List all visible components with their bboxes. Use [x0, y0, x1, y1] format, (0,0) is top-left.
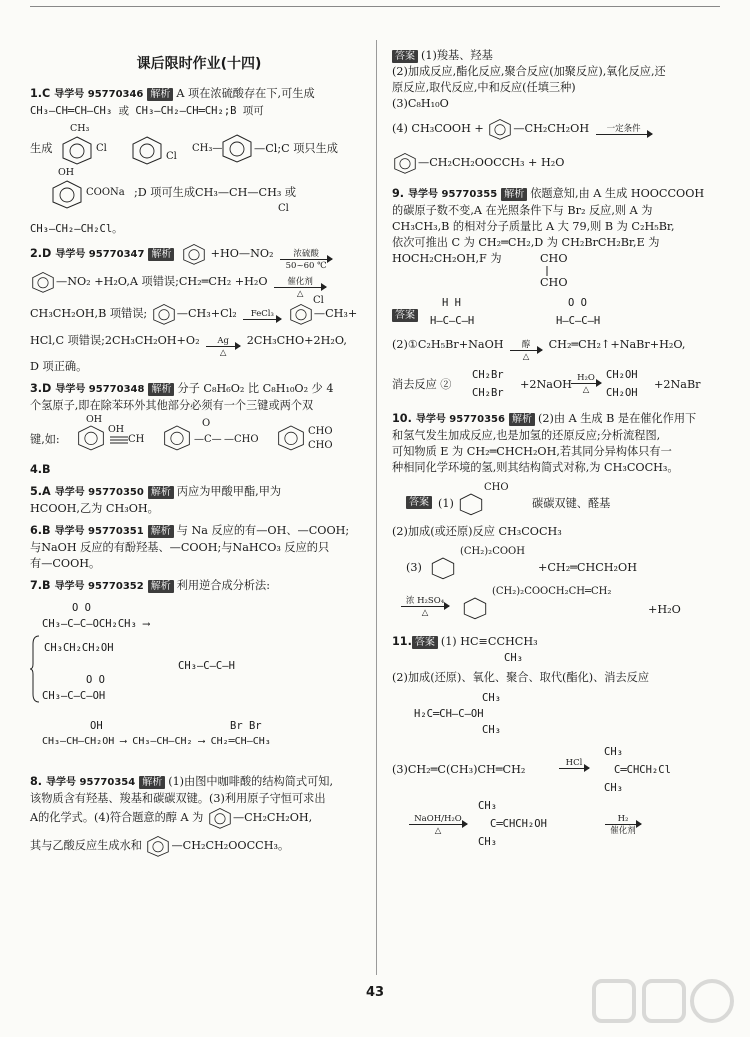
condition-label: 浓硫酸	[293, 248, 319, 259]
text-label: (3)	[406, 561, 422, 574]
benzene-ring-icon	[30, 271, 56, 293]
text-label: (1)	[438, 497, 454, 510]
substituent-label: OH	[86, 414, 103, 425]
guide-code: 导学号 95770356	[415, 414, 505, 425]
text-label: —CH₂CH₂OOCCH₃ + H₂O	[418, 156, 565, 169]
text-label: 2CH₃CHO+2H₂O,	[246, 334, 347, 347]
structures-row	[30, 123, 368, 165]
question-number: 1.C	[30, 87, 51, 100]
substituent-label: —CHO	[224, 434, 259, 445]
structures-row	[30, 414, 368, 456]
benzene-ring-icon	[220, 133, 254, 163]
text-label: —CH₂CH₂OH	[513, 122, 590, 135]
substituent-label: CH₃	[482, 724, 501, 736]
text-label: 依题意知,由 A 生成 HOOCCOOH	[530, 187, 705, 200]
text-line: (3)C₈H₁₀O	[392, 97, 449, 110]
condition-label: H₂	[617, 814, 629, 824]
condition-label: △	[522, 351, 530, 362]
benzene-ring-icon	[288, 303, 314, 325]
substituent-label: CH₃	[70, 123, 90, 134]
structure-fragment: OH	[90, 720, 103, 732]
structure-fragment: H H	[442, 297, 461, 309]
benzene-ring-icon	[181, 243, 207, 265]
substituent-label: OH	[108, 424, 125, 435]
brace-icon	[30, 634, 40, 704]
substituent-label: CHO	[484, 482, 509, 493]
text-line: 种相同化学环境的氢,则其结构简式对称,为 CH₃COCH₃。	[392, 461, 679, 474]
reaction-arrow	[243, 309, 281, 320]
watermark-logo-icon	[590, 975, 740, 1035]
text-line: 有—COOH。	[30, 557, 101, 570]
answer-tag: 答案	[392, 309, 418, 322]
text-label: +HO—NO₂	[210, 247, 274, 260]
substituent-label: CH₃	[604, 746, 623, 758]
text-label: +2NaOH	[520, 378, 572, 391]
text-label: 分子 C₈H₆O₂ 比 C₈H₁₀O₂ 少 4	[177, 382, 334, 395]
text-label: O	[202, 418, 211, 429]
cyclohexane-ring-icon	[430, 556, 456, 580]
condition-label: 一定条件	[606, 123, 641, 134]
structure-fragment: CH₃—C—C—H	[178, 660, 235, 672]
analysis-tag: 解析	[148, 580, 174, 593]
text-label: —CH₃+Cl₂	[176, 307, 237, 320]
text-line: 与NaOH 反应的有酚羟基、—COOH;与NaHCO₃ 反应的只	[30, 541, 330, 554]
question-1	[30, 86, 368, 237]
triple-bond-icon	[110, 436, 128, 444]
text-line: CH₃CH₃,B 的相对分子质量比 A 大 79,则 B 为 C₂H₅Br,	[392, 220, 675, 233]
question-number: 2.D	[30, 247, 52, 260]
structure-fragment: CHO	[540, 276, 568, 289]
benzene-ring-icon	[392, 152, 418, 174]
question-10	[392, 411, 718, 628]
text-label: 消去反应 ②	[392, 378, 452, 391]
substituent-label: CHO	[308, 440, 333, 451]
reaction-arrow	[559, 758, 589, 769]
page-title: 课后限时作业(十四)	[136, 56, 262, 72]
question-9	[392, 186, 718, 405]
reaction-arrow	[605, 814, 641, 836]
text-label: 丙应为甲酸甲酯,甲为	[176, 485, 282, 498]
structure-fragment: CH₃—C—C—OCH₂CH₃ ⟶	[42, 618, 150, 630]
structure-fragment: CHO	[540, 252, 568, 265]
text-line: CH₃—CH═CH—CH₃ 或 CH₃—CH₂—CH═CH₂;B 项可	[30, 105, 264, 117]
question-6	[30, 523, 368, 572]
structure-fragment: H₂C═CH—C—OH	[414, 708, 484, 720]
substituent-label: CH₃	[604, 782, 623, 794]
text-label: +CH₂═CHCH₂OH	[538, 561, 637, 574]
question-3	[30, 381, 368, 456]
reaction-arrow	[409, 814, 467, 836]
condition-label: Ag	[217, 335, 229, 346]
text-label: (2)①C₂H₅Br+NaOH	[392, 338, 504, 351]
structure-fragment: CH₂OH	[606, 369, 638, 381]
substituent-label: CH₃	[482, 692, 501, 704]
substituent-label: Cl	[278, 203, 289, 214]
question-number: 10.	[392, 412, 412, 425]
right-column	[392, 48, 718, 854]
text-label: (4) CH₃COOH +	[392, 122, 484, 135]
text-label: 其与乙酸反应生成水和	[30, 839, 142, 852]
analysis-tag: 解析	[147, 88, 173, 101]
text-line: 个氢原子,即在除苯环外其他部分必须有一个三键或两个双	[30, 399, 314, 412]
benzene-ring-icon	[151, 303, 177, 325]
analysis-tag: 解析	[148, 248, 174, 261]
analysis-tag: 解析	[509, 413, 535, 426]
left-column	[30, 48, 368, 869]
text-line: 可知物质 E 为 CH₂═CHCH₂OH,若其同分异构体只有一	[392, 445, 672, 458]
text-label: —CH₂CH₂OOCCH₃。	[171, 839, 290, 852]
answer-8	[392, 48, 718, 180]
page-number: 43	[365, 985, 385, 1000]
question-number: 5.A	[30, 485, 51, 498]
structure-fragment: O O	[86, 674, 105, 686]
text-line: D 项正确。	[30, 360, 88, 373]
text-label: CH₃CH₂OH,B 项错误;	[30, 307, 148, 320]
analysis-tag: 解析	[148, 525, 174, 538]
guide-code: 导学号 95770346	[54, 89, 144, 100]
reaction-arrow	[510, 339, 542, 362]
text-label: 键,如:	[30, 433, 60, 446]
question-4	[30, 462, 368, 478]
condition-label: H₂O	[577, 373, 595, 383]
guide-code: 导学号 95770351	[54, 526, 144, 537]
analysis-tag: 解析	[148, 486, 174, 499]
guide-code: 导学号 95770354	[46, 777, 136, 788]
condition-label: 浓 H₂SO₄	[405, 596, 445, 606]
benzene-ring-icon	[50, 179, 84, 209]
text-line: 依次可推出 C 为 CH₂═CH₂,D 为 CH₂BrCH₂Br,E 为	[392, 236, 660, 249]
substituent-label: CH₃	[478, 800, 497, 812]
substituent-label: (CH₂)₂COOCH₂CH═CH₂	[492, 586, 612, 597]
text-label: —C—	[194, 434, 222, 445]
text-line: HCOOH,乙为 CH₃OH。	[30, 502, 159, 515]
condition-label: 50~60 ℃	[285, 260, 327, 271]
text-line: (2)加成反应,酯化反应,聚合反应(加聚反应),氧化反应,还	[392, 65, 666, 78]
reaction-arrow	[401, 596, 449, 618]
substituent-label: (CH₂)₂COOH	[460, 546, 525, 557]
text-line: (2)加成(还原)、氧化、聚合、取代(酯化)、消去反应	[392, 671, 650, 684]
question-number: 4.B	[30, 463, 51, 476]
guide-code: 导学号 95770348	[55, 384, 145, 395]
condition-label: 催化剂	[287, 276, 313, 287]
text-line: 和氢气发生加成反应,也是加氢的还原反应;分析流程图,	[392, 429, 661, 442]
benzene-ring-icon	[207, 807, 233, 829]
reaction-arrow	[596, 124, 652, 135]
text-line: (2)加成(或还原)反应 CH₃COCH₃	[392, 525, 562, 538]
text-label: HOCH₂CH₂OH,F 为	[392, 252, 502, 265]
condition-label: 催化剂	[610, 826, 636, 836]
reaction-arrow	[206, 335, 240, 358]
cyclohexane-ring-icon	[458, 492, 484, 516]
structures-row	[30, 165, 368, 215]
substituent-label: CHO	[308, 426, 333, 437]
analysis-tag: 解析	[501, 188, 527, 201]
text-line: 的碳原子数不变,A 在光照条件下与 Br₂ 反应,则 A 为	[392, 204, 653, 217]
structure-fragment: CH₂Br	[472, 387, 504, 399]
condition-label: HCl	[565, 758, 583, 768]
text-label: A的化学式。(4)符合题意的醇 A 为	[30, 811, 204, 824]
structure-fragment: CH₂OH	[606, 387, 638, 399]
reaction-arrow	[274, 276, 326, 299]
structure-fragment: H—C—C—H	[556, 315, 601, 327]
benzene-ring-icon	[130, 135, 164, 165]
condition-label: △	[219, 347, 227, 358]
question-number: 7.B	[30, 579, 51, 592]
top-rule	[30, 6, 720, 7]
text-label: —CH₂CH₂OH,	[232, 811, 313, 824]
text-label: (3)CH₂═C(CH₃)CH═CH₂	[392, 763, 526, 776]
structure-fragment: C═CHCH₂OH	[490, 818, 547, 830]
question-number: 9.	[392, 187, 405, 200]
reaction-arrow	[280, 248, 332, 271]
cyclohexane-ring-icon	[462, 596, 488, 620]
condition-label: △	[434, 826, 442, 836]
guide-code: 导学号 95770350	[54, 487, 144, 498]
answer-tag: 答案	[392, 50, 418, 63]
text-line: 原反应,取代反应,中和反应(任填三种)	[392, 81, 576, 94]
guide-code: 导学号 95770352	[54, 581, 144, 592]
text-label: ;D 项可生成CH₃—CH—CH₃ 或	[134, 186, 297, 199]
structure-fragment: O O	[72, 602, 91, 614]
structure-fragment: CH₃CH₂CH₂OH	[44, 642, 114, 654]
benzene-ring-icon	[76, 424, 106, 451]
column-divider	[376, 40, 377, 975]
question-8	[30, 774, 368, 863]
reaction-arrow	[571, 373, 601, 395]
question-2	[30, 243, 368, 375]
text-label: +2NaBr	[654, 378, 701, 391]
text-label: (1)由图中咖啡酸的结构简式可知,	[168, 775, 334, 788]
guide-code: 导学号 95770355	[408, 189, 498, 200]
text-label: 与 Na 反应的有—OH、—COOH;	[176, 524, 350, 537]
structure-fragment: CH₃—CH—CH₂OH ⟶ CH₃—CH—CH₂ ⟶ CH₂═CH—CH₃	[42, 736, 271, 747]
condition-label: △	[421, 608, 429, 618]
text-label: —Cl;C 项只生成	[254, 142, 338, 155]
text-line: 该物质含有羟基、羧基和碳碳双键。(3)利用原子守恒可求出	[30, 792, 326, 805]
substituent-label: OH	[58, 167, 75, 178]
benzene-ring-icon	[145, 835, 171, 857]
guide-code: 导学号 95770347	[55, 249, 145, 260]
question-number: 11.	[392, 635, 412, 648]
structure-fragment: CH₂Br	[472, 369, 504, 381]
question-11	[392, 634, 718, 848]
analysis-tag: 解析	[148, 383, 174, 396]
answer-tag: 答案	[406, 496, 432, 509]
question-5	[30, 484, 368, 517]
text-label: +H₂O	[648, 603, 681, 616]
text-label: —NO₂ +H₂O,A 项错误;CH₂═CH₂ +H₂O	[56, 275, 268, 288]
text-label: (1) HC≡CCHCH₃	[440, 635, 538, 648]
text-label: CH₂═CH₂↑+NaBr+H₂O,	[548, 338, 686, 351]
condition-label: 醇	[521, 339, 531, 350]
text-label: 生成	[30, 142, 53, 155]
text-label: 利用逆合成分析法:	[176, 579, 270, 592]
condition-label: NaOH/H₂O	[414, 814, 462, 824]
condition-label: △	[296, 288, 304, 299]
question-number: 6.B	[30, 524, 51, 537]
text-label: (2)由 A 生成 B 是在催化作用下	[537, 412, 697, 425]
benzene-ring-icon	[162, 424, 192, 451]
text-label: (1)羧基、羟基	[421, 49, 493, 62]
analysis-tag: 解析	[139, 776, 165, 789]
benzene-ring-icon	[60, 135, 94, 165]
question-number: 3.D	[30, 382, 52, 395]
structure-fragment: H—C—C—H	[430, 315, 475, 327]
text-label: 碳碳双键、醛基	[532, 497, 611, 510]
text-line: A 项在浓硫酸存在下,可生成	[176, 87, 315, 100]
benzene-ring-icon	[276, 424, 306, 451]
benzene-ring-icon	[487, 118, 513, 140]
substituent-label: Cl	[313, 295, 324, 306]
substituent-label: CH₃	[478, 836, 497, 848]
question-number: 8.	[30, 775, 43, 788]
substituent-label: COONa	[86, 187, 125, 198]
text-label: HCl,C 项错误;2CH₃CH₂OH+O₂	[30, 334, 200, 347]
substituent-label: Cl	[166, 151, 177, 162]
substituent-label: CH₃	[504, 652, 523, 664]
structure-fragment: CH₃—C—C—OH	[42, 690, 106, 702]
condition-label: △	[582, 385, 590, 395]
text-label: CH	[128, 434, 145, 445]
condition-label: FeCl₃	[250, 308, 274, 319]
structure-fragment: C═CHCH₂Cl	[614, 764, 671, 776]
substituent-label: CH₃—	[192, 143, 223, 154]
structure-fragment: Br Br	[230, 720, 262, 732]
structure-fragment: O O	[568, 297, 587, 309]
text-line: CH₃—CH₂—CH₂Cl。	[30, 223, 123, 235]
substituent-label: Cl	[96, 143, 107, 154]
answer-tag: 答案	[412, 636, 438, 649]
text-label: —CH₃+	[313, 307, 358, 320]
question-7	[30, 578, 368, 768]
